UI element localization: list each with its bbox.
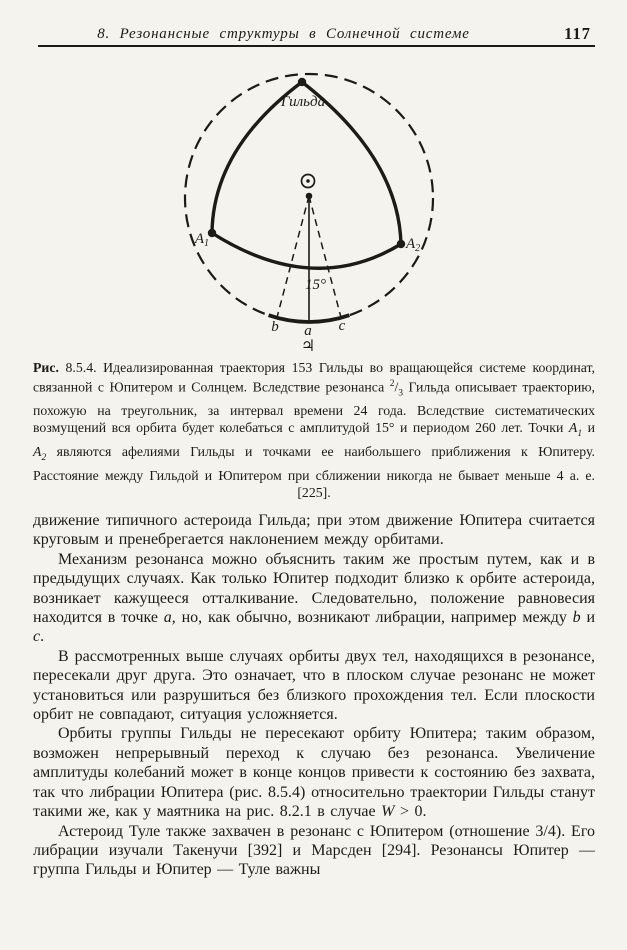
text-segment: a: [163, 609, 172, 627]
text-segment: A: [33, 444, 42, 460]
label-a1: $A_1$: [194, 231, 209, 249]
text-segment: .: [40, 628, 45, 646]
text-segment: 3: [398, 388, 404, 399]
text-segment: 8.5.4. Идеализированная траектория 153 Гильды во вращающейся системе координат, связанной с Юпитером и Солнцем. Вследствие резонанса: [33, 360, 595, 395]
text-segment: Орбиты группы Гильды не пересекают орбиту Юпитера; таким образом, возможен непрерывный переход к случаю без резонанса. Увеличение амплитуды колебаний может в конце концов привести к состоянию без захвата, так что либрации Юпитера (рис. 8.5.4) относительно траектории Гильды станут такими же, как у маятника на рис. 8.2.1 в случае: [33, 725, 595, 821]
page-number: 117: [564, 24, 591, 43]
label-point-a: a: [304, 323, 312, 339]
text-segment: b: [572, 609, 581, 627]
sun-icon: [302, 175, 315, 188]
hilda-vertex-dot: [298, 78, 306, 86]
text-segment: Гильда описывает траекторию, похожую на треугольник, за интервал времени 24 года. Вследствие систематических возмущений вся орбита будет колебаться с амплитудой 15° и периодом 260 лет. Точки: [33, 379, 595, 436]
text-segment: 2: [41, 452, 47, 463]
text-segment: Астероид Туле также захвачен в резонанс с Юпитером (отношение 3/4). Его либрации изучали Такенучи [392] и Марсден [294]. Резонансы Юпитер — группа Гильды и Юпитер — Туле важны: [33, 822, 595, 879]
text-segment: , но, как обычно, возникают либрации, например между: [171, 609, 573, 627]
label-point-b: b: [271, 319, 279, 335]
text-segment: > 0.: [394, 803, 427, 821]
text-segment: и: [582, 420, 595, 436]
header-rule: [38, 45, 595, 47]
figure-drawing: [0, 55, 627, 357]
text-segment: и: [580, 609, 596, 627]
text-segment: c: [33, 628, 41, 646]
running-title: 8. Резонансные структуры в Солнечной системе: [97, 26, 470, 42]
text-segment: Рис.: [33, 360, 59, 375]
text-segment: являются афелиями Гильды и точками ее наибольшего приближения к Юпитеру. Расстояние между Гильдой и Юпитером при сближении никогда не бывает меньше 4 а. е. [225].: [33, 444, 595, 500]
label-angle-15: 15°: [305, 277, 326, 293]
text-segment: A: [568, 420, 578, 436]
a2-vertex-dot: [397, 240, 405, 248]
radius-line-c: [309, 196, 341, 318]
label-hilda: Гильда: [280, 94, 326, 110]
paragraph: [33, 550, 595, 647]
a1-vertex-dot: [208, 229, 216, 237]
text-segment: /: [394, 379, 399, 395]
text-segment: 1: [577, 429, 583, 440]
label-point-c: c: [338, 318, 346, 334]
jupiter-icon: ♃: [300, 336, 316, 355]
text-segment: W: [381, 803, 395, 821]
body-paragraphs: [33, 511, 595, 880]
paragraph: [33, 647, 595, 725]
text-segment: Механизм резонанса можно объяснить таким же простым путем, как и в предыдущих случаях. Как только Юпитер подходит близко к орбите астероида, возникает кажущееся отталкивание. Следовательно, положение равновесия находится в точке: [33, 550, 595, 627]
text-segment: движение типичного астероида Гильда; при этом движение Юпитера считается круговым и пренебрегается наклонением между орбитами.: [33, 512, 595, 549]
figure-caption: [33, 359, 595, 501]
paragraph: [33, 822, 595, 880]
paragraph: [33, 724, 595, 821]
paragraph: [33, 511, 595, 550]
label-a2: $A_2$: [406, 236, 421, 254]
angle-vertex-dot: [306, 193, 313, 200]
text-segment: 2: [389, 379, 395, 389]
text-segment: В рассмотренных выше случаях орбиты двух тел, находящихся в резонансе, пересекали друг друга. Это означает, что в плоском случае резонанс не может установиться или разрушиться без близкого прохождения тел. Если плоскости орбит не совпадают, ситуация усложняется.: [33, 647, 595, 724]
radius-line-b: [277, 196, 309, 318]
